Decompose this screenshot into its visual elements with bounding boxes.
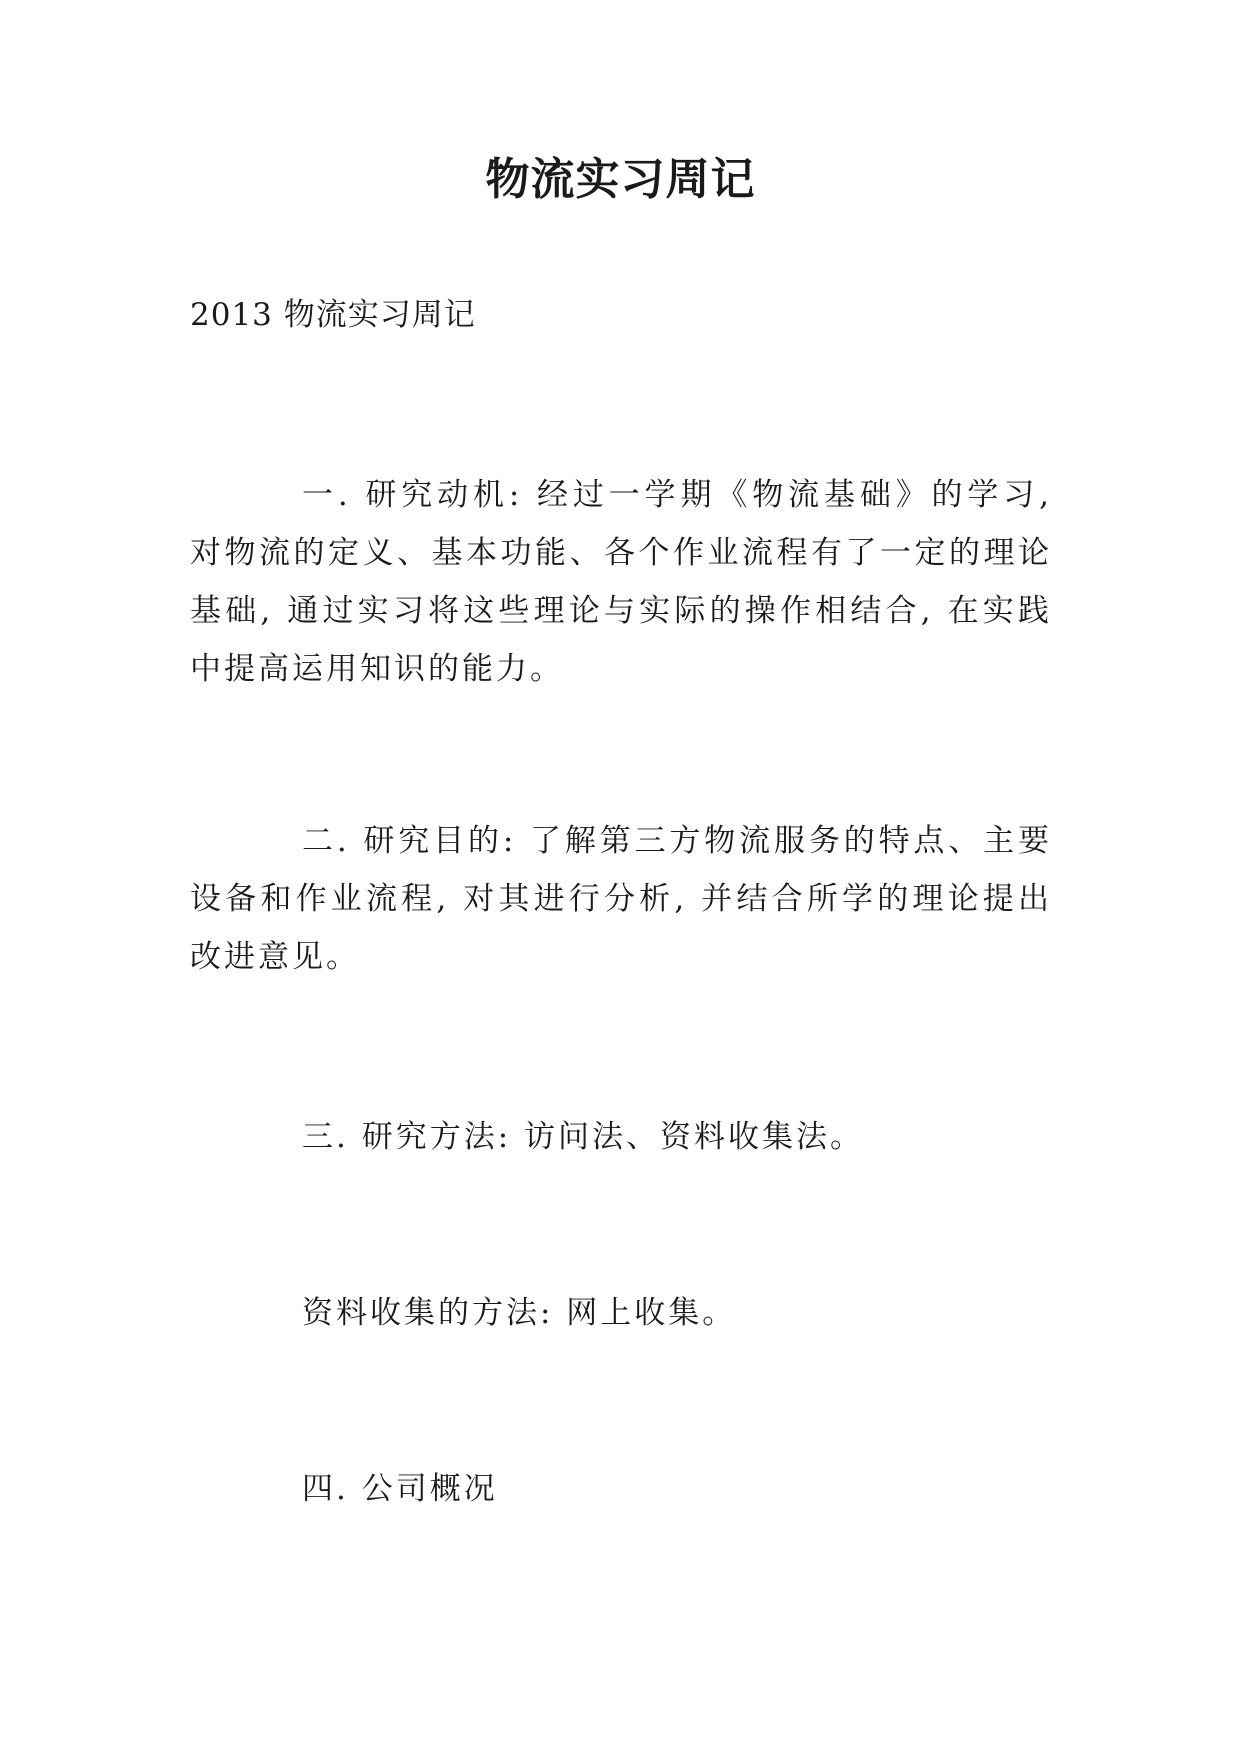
paragraph-data-collection-method: 资料收集的方法: 网上收集。 [302, 1295, 737, 1331]
document-title: 物流实习周记 [485, 154, 756, 205]
document-subtitle: 2013 物流实习周记 [190, 297, 476, 333]
paragraph-research-method: 三. 研究方法: 访问法、资料收集法。 [302, 1119, 865, 1155]
paragraph-research-purpose: 二. 研究目的: 了解第三方物流服务的特点、主要设备和作业流程, 对其进行分析, 并结合所学的理论提出改进意见。 [190, 823, 1052, 975]
paragraph-research-motivation: 一. 研究动机: 经过一学期《物流基础》的学习, 对物流的定义、基本功能、各个作业流程有了一定的理论基础, 通过实习将这些理论与实际的操作相结合, 在实践中提高运用知识的能力。 [190, 477, 1052, 687]
section-heading-company-overview: 四. 公司概况 [302, 1471, 498, 1507]
